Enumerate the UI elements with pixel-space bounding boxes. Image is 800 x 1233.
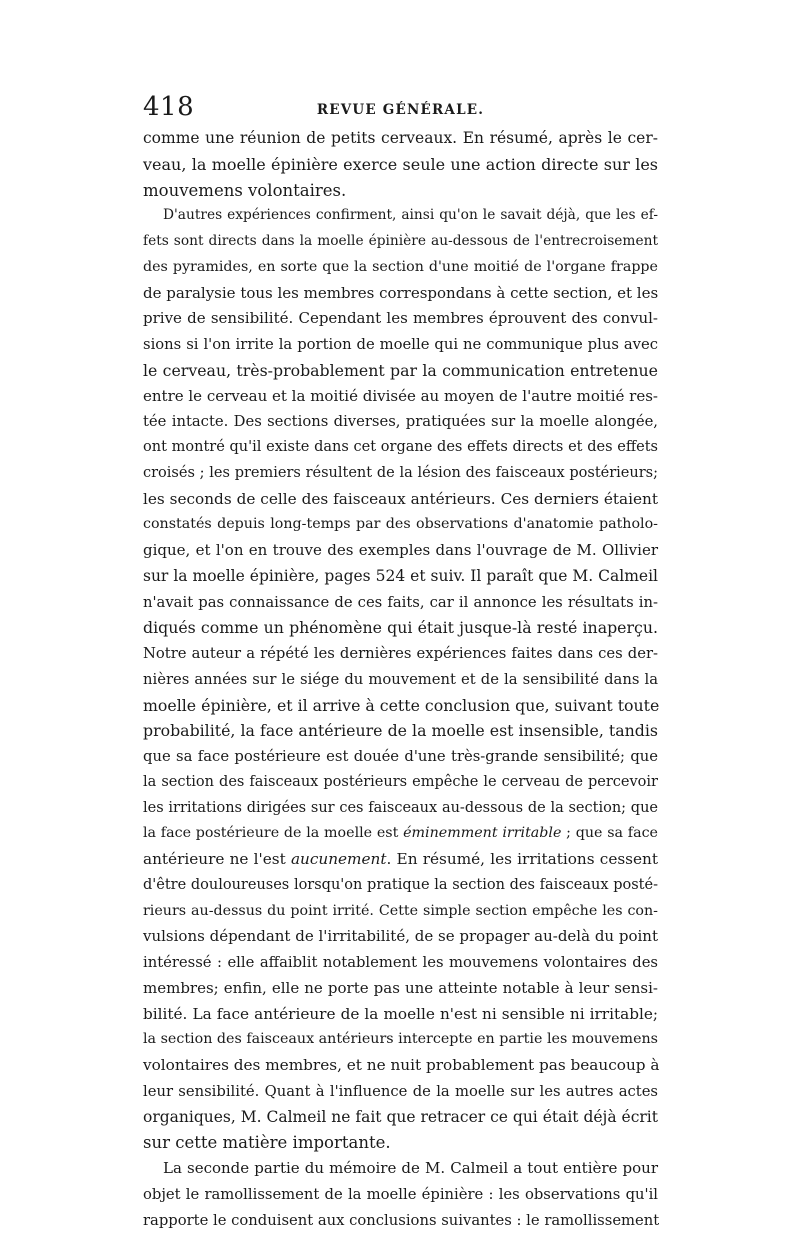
- text-line: constatés depuis long-temps par des observations d'anatomie patholo-: [143, 512, 658, 538]
- text-line: bilité. La face antérieure de la moelle n'est ni sensible ni irritable;: [143, 1002, 658, 1028]
- text-line: les seconds de celle des faisceaux antérieurs. Ces derniers étaient: [143, 487, 658, 513]
- text-line: sions si l'on irrite la portion de moelle qui ne communique plus avec: [143, 332, 658, 358]
- page-header: [143, 92, 658, 128]
- text-line: mouvemens volontaires.: [143, 178, 658, 204]
- text-line: croisés ; les premiers résultent de la lésion des faisceaux postérieurs;: [143, 461, 658, 487]
- text-line: que sa face postérieure est douée d'une très-grande sensibilité; que: [143, 744, 658, 770]
- text-line: la section des faisceaux antérieurs intercepte en partie les mouvemens: [143, 1027, 658, 1053]
- text-line: veau, la moelle épinière exerce seule une action directe sur les: [143, 152, 658, 178]
- text-line: rieurs au-dessus du point irrité. Cette simple section empêche les con-: [143, 899, 658, 925]
- text-line: des pyramides, en sorte que la section d'une moitié de l'organe frappe: [143, 255, 658, 281]
- text-line: La seconde partie du mémoire de M. Calmeil a tout entière pour: [143, 1156, 658, 1182]
- text-line: rapporte le conduisent aux conclusions suivantes : le ramollissement: [143, 1208, 658, 1233]
- text-line: ont montré qu'il existe dans cet organe des effets directs et des effets: [143, 435, 658, 461]
- text-line: sur cette matière importante.: [143, 1130, 658, 1156]
- text-line: vulsions dépendant de l'irritabilité, de se propager au-delà du point: [143, 924, 658, 950]
- text-line: leur sensibilité. Quant à l'influence de la moelle sur les autres actes: [143, 1079, 658, 1105]
- text-line: sur la moelle épinière, pages 524 et suiv. Il paraît que M. Calmeil: [143, 564, 658, 590]
- text-line: membres; enfin, elle ne porte pas une atteinte notable à leur sensi-: [143, 976, 658, 1002]
- paragraph-3: [143, 1156, 658, 1233]
- text-line: diqués comme un phénomène qui était jusque-là resté inaperçu.: [143, 615, 658, 641]
- text-line: Notre auteur a répété les dernières expériences faites dans ces der-: [143, 641, 658, 667]
- text-line: nières années sur le siége du mouvement et de la sensibilité dans la: [143, 667, 658, 693]
- text-line: gique, et l'on en trouve des exemples dans l'ouvrage de M. Ollivier: [143, 538, 658, 564]
- paragraph-1: [143, 126, 658, 203]
- text-line: entre le cerveau et la moitié divisée au moyen de l'autre moitié res-: [143, 384, 658, 410]
- text-line: d'être douloureuses lorsqu'on pratique la section des faisceaux posté-: [143, 873, 658, 899]
- text-line: les irritations dirigées sur ces faisceaux au-dessous de la section; que: [143, 796, 658, 822]
- text-line: comme une réunion de petits cerveaux. En résumé, après le cer-: [143, 126, 658, 152]
- text-line: la section des faisceaux postérieurs empêche le cerveau de percevoir: [143, 770, 658, 796]
- paragraph-2: [143, 203, 658, 1156]
- body-text: [143, 126, 658, 1233]
- italic-emphasis: aucunement: [291, 850, 387, 868]
- text-line: moelle épinière, et il arrive à cette conclusion que, suivant toute: [143, 693, 658, 719]
- italic-emphasis: éminemment irritable: [403, 825, 561, 841]
- text-line: organiques, M. Calmeil ne fait que retracer ce qui était déjà écrit: [143, 1105, 658, 1131]
- text-line: probabilité, la face antérieure de la moelle est insensible, tandis: [143, 718, 658, 744]
- text-line: D'autres expériences confirment, ainsi qu'on le savait déjà, que les ef-: [143, 203, 658, 229]
- text-line: fets sont directs dans la moelle épinière au-dessous de l'entrecroisement: [143, 229, 658, 255]
- text-line: le cerveau, très-probablement par la communication entretenue: [143, 358, 658, 384]
- text-line: tée intacte. Des sections diverses, pratiquées sur la moelle alongée,: [143, 409, 658, 435]
- running-head: REVUE GÉNÉRALE.: [143, 102, 658, 118]
- text-line: objet le ramollissement de la moelle épinière : les observations qu'il: [143, 1182, 658, 1208]
- text-line: prive de sensibilité. Cependant les membres éprouvent des convul-: [143, 306, 658, 332]
- text-line: n'avait pas connaissance de ces faits, car il annonce les résultats in-: [143, 590, 658, 616]
- text-line: intéressé : elle affaiblit notablement les mouvemens volontaires des: [143, 950, 658, 976]
- text-line: la face postérieure de la moelle est éminemment irritable ; que sa face: [143, 821, 658, 847]
- text-line: de paralysie tous les membres correspondans à cette section, et les: [143, 281, 658, 307]
- text-line: antérieure ne l'est aucunement. En résumé, les irritations cessent: [143, 847, 658, 873]
- page-number: 418: [143, 92, 194, 122]
- text-line: volontaires des membres, et ne nuit probablement pas beaucoup à: [143, 1053, 658, 1079]
